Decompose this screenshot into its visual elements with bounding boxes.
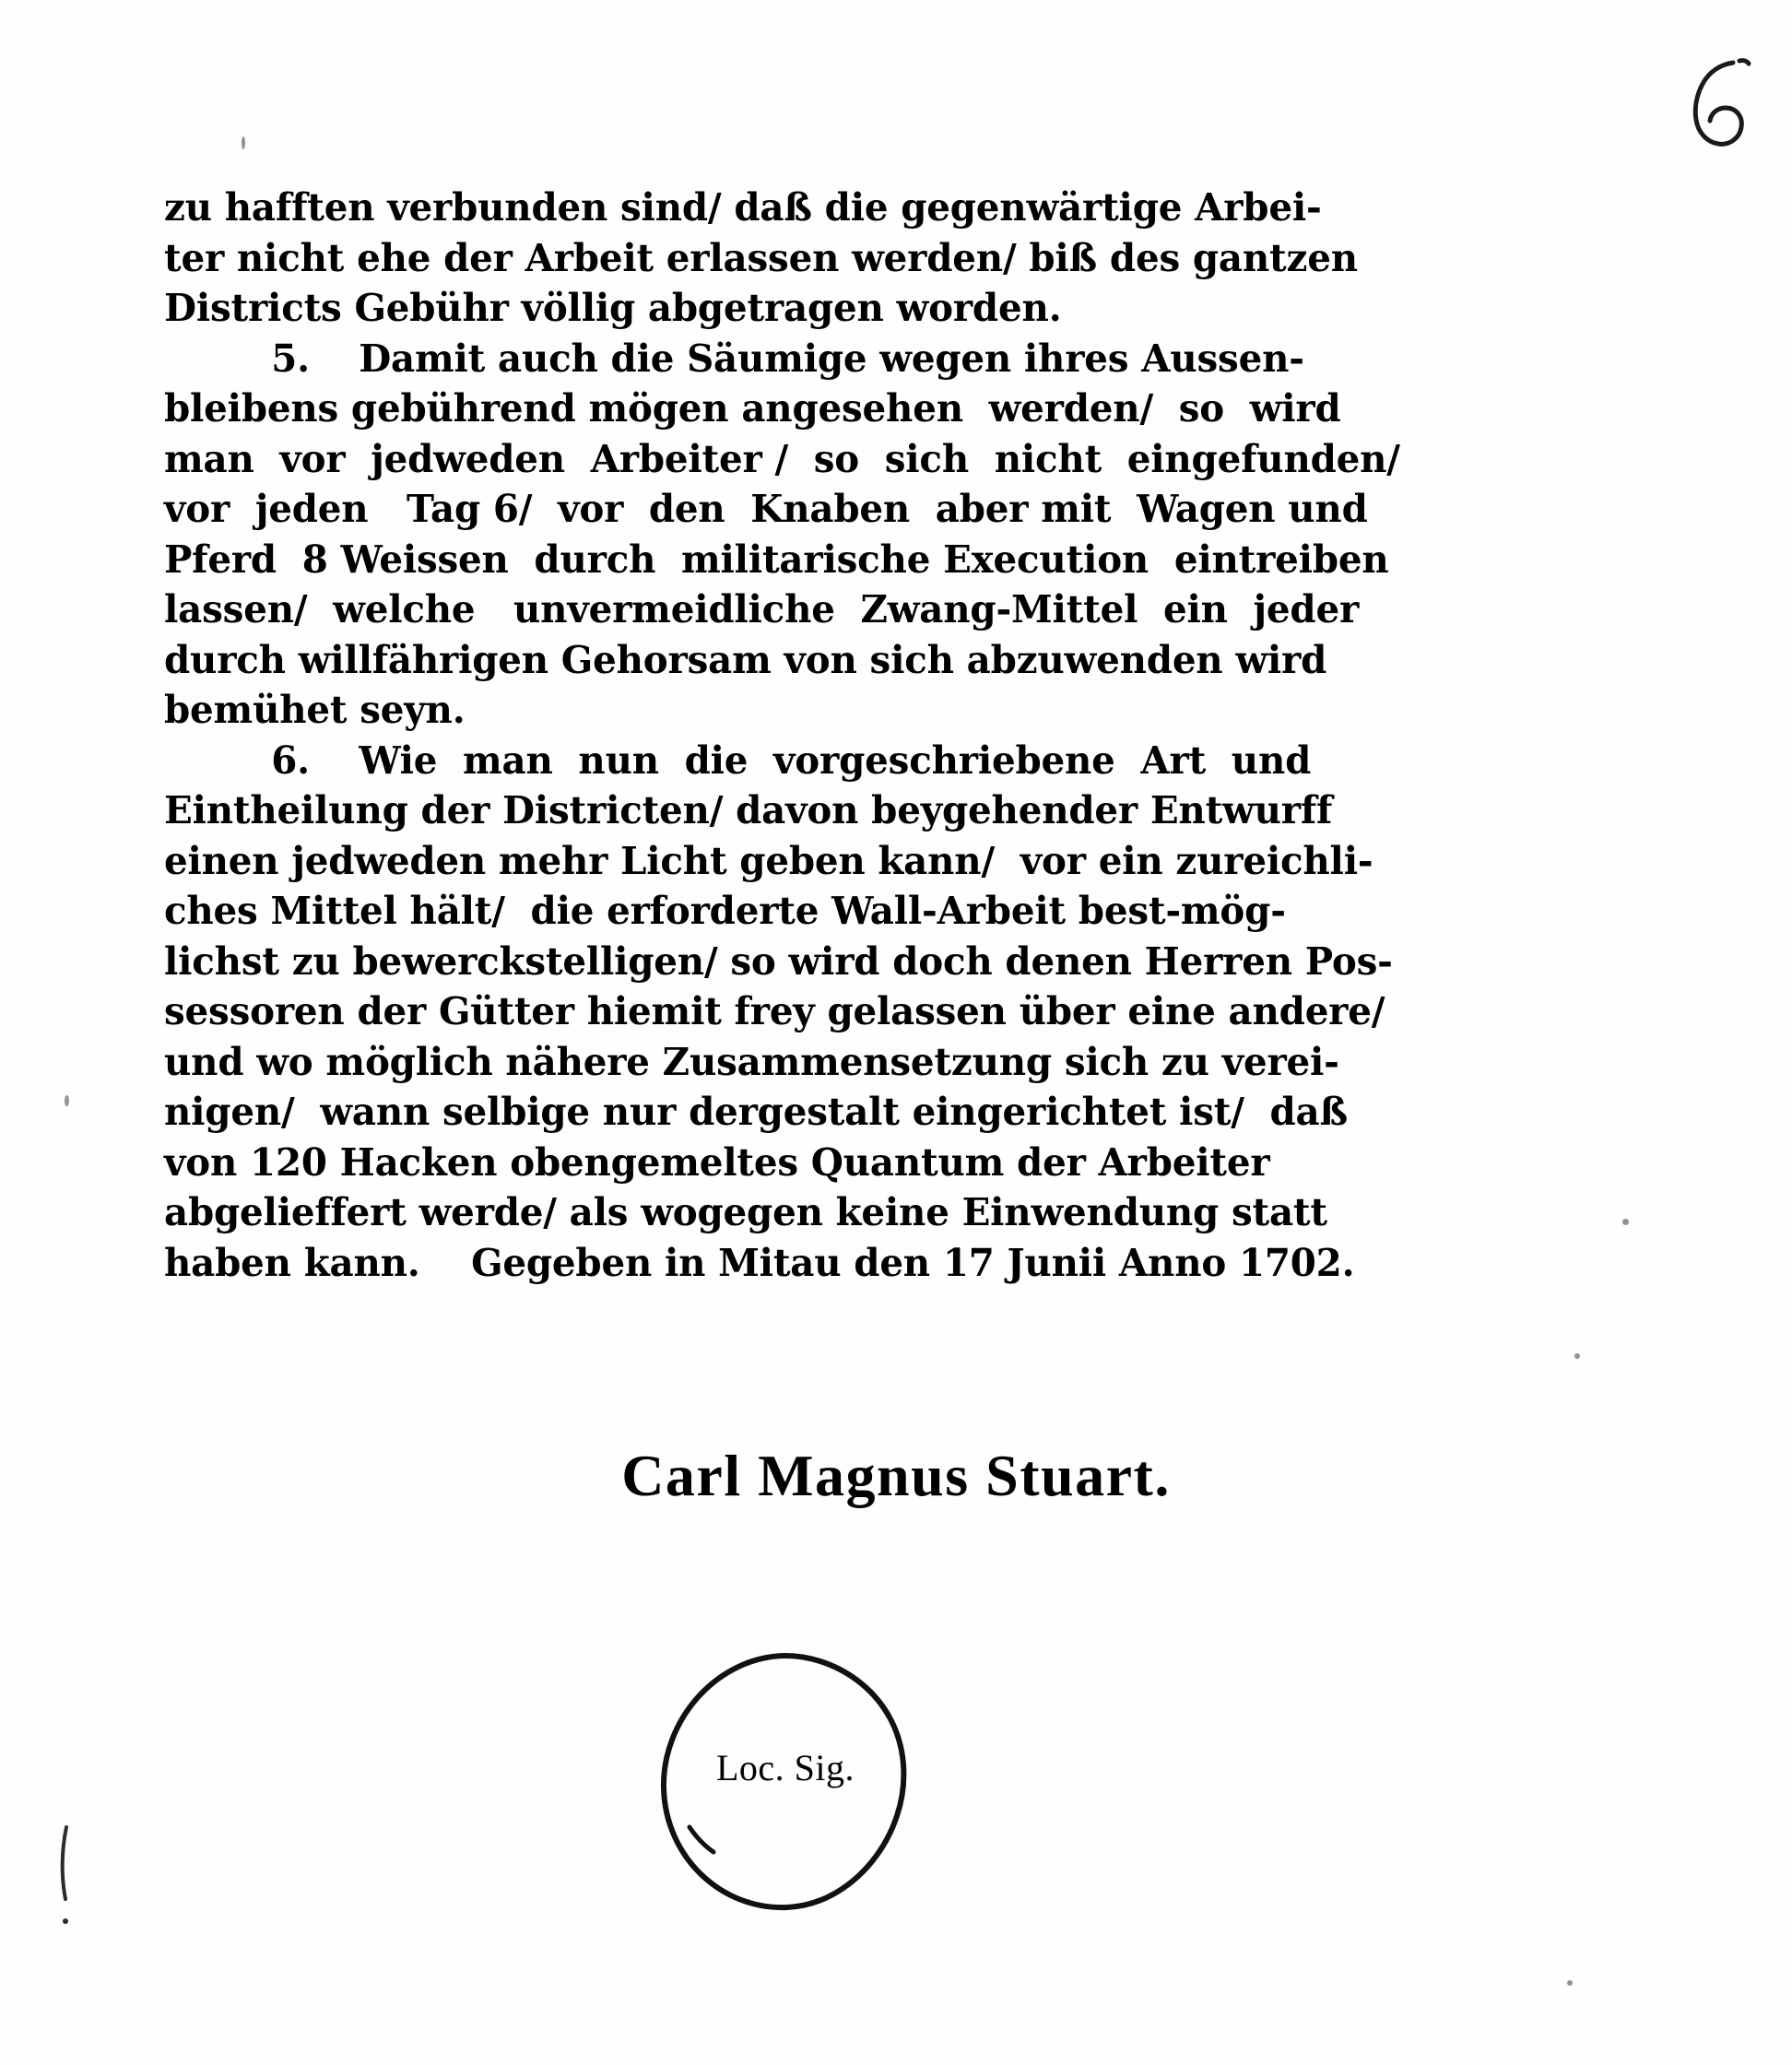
body-line: vor jeden Tag 6/ vor den Knaben aber mit Wagen und bbox=[164, 487, 1368, 531]
body-line: von 120 Hacken obengemeltes Quantum der Arbeiter bbox=[164, 1139, 1270, 1185]
body-line: Districts Gebühr völlig abgetragen worden. bbox=[164, 286, 1062, 330]
document-body bbox=[164, 183, 1400, 1288]
seal-location bbox=[656, 1650, 914, 1913]
body-line: ter nicht ehe der Arbeit erlassen werden/ biß des gantzen bbox=[164, 235, 1358, 280]
section-number-5: 5. bbox=[271, 336, 311, 381]
body-line-numbered-6 bbox=[164, 736, 1345, 786]
scan-speck bbox=[1574, 1353, 1580, 1359]
body-line: man vor jedweden Arbeiter / so sich nicht eingefunden/ bbox=[164, 436, 1400, 481]
folio-number-mark bbox=[1661, 44, 1772, 164]
body-line: bemühet seyn. bbox=[164, 688, 466, 732]
body-line: einen jedweden mehr Licht geben kann/ vor ein zureichli- bbox=[164, 838, 1373, 883]
body-line-closing: haben kann. Gegeben in Mitau den 17 Junii Anno 1702. bbox=[164, 1240, 1355, 1285]
scan-speck bbox=[1622, 1219, 1629, 1225]
body-line: Pferd 8 Weissen durch militarische Execution eintreiben bbox=[164, 537, 1389, 582]
scan-speck bbox=[1567, 1980, 1573, 1986]
body-line: sessoren der Gütter hiemit frey gelassen über eine andere/ bbox=[164, 989, 1385, 1033]
body-line: lassen/ welche unvermeidliche Zwang-Mittel ein jeder bbox=[164, 587, 1360, 631]
body-line: lichst zu bewerckstelligen/ so wird doch denen Herren Pos- bbox=[164, 938, 1393, 984]
body-line: zu hafften verbunden sind/ daß die gegenwärtige Arbei- bbox=[164, 185, 1322, 230]
scan-speck bbox=[242, 136, 245, 149]
body-line: abgelieffert werde/ als wogegen keine Einwendung statt bbox=[164, 1190, 1327, 1234]
signature-name: Carl Magnus Stuart. bbox=[621, 1443, 1171, 1508]
scan-speck bbox=[65, 1095, 69, 1106]
body-line: und wo möglich nähere Zusammensetzung sich zu verei- bbox=[164, 1039, 1339, 1084]
signature-block bbox=[0, 1442, 1792, 1510]
scan-stray-stroke bbox=[55, 1825, 79, 1941]
body-line: Eintheilung der Districten/ davon beygehender Entwurff bbox=[164, 788, 1333, 832]
body-line: nigen/ wann selbige nur dergestalt eingerichtet ist/ daß bbox=[164, 1090, 1348, 1134]
body-line-numbered-5 bbox=[164, 334, 1345, 384]
body-line-text: Wie man nun die vorgeschriebene Art und bbox=[359, 738, 1312, 783]
section-number-6: 6. bbox=[271, 738, 311, 783]
seal-label: Loc. Sig. bbox=[715, 1747, 855, 1788]
body-line: bleibens gebührend mögen angesehen werden/ so wird bbox=[164, 386, 1341, 431]
body-line: durch willfährigen Gehorsam von sich abzuwenden wird bbox=[164, 637, 1327, 682]
body-line: ches Mittel hält/ die erforderte Wall-Arbeit best-mög- bbox=[164, 889, 1286, 933]
body-line-text: Damit auch die Säumige wegen ihres Aussen- bbox=[359, 336, 1304, 381]
